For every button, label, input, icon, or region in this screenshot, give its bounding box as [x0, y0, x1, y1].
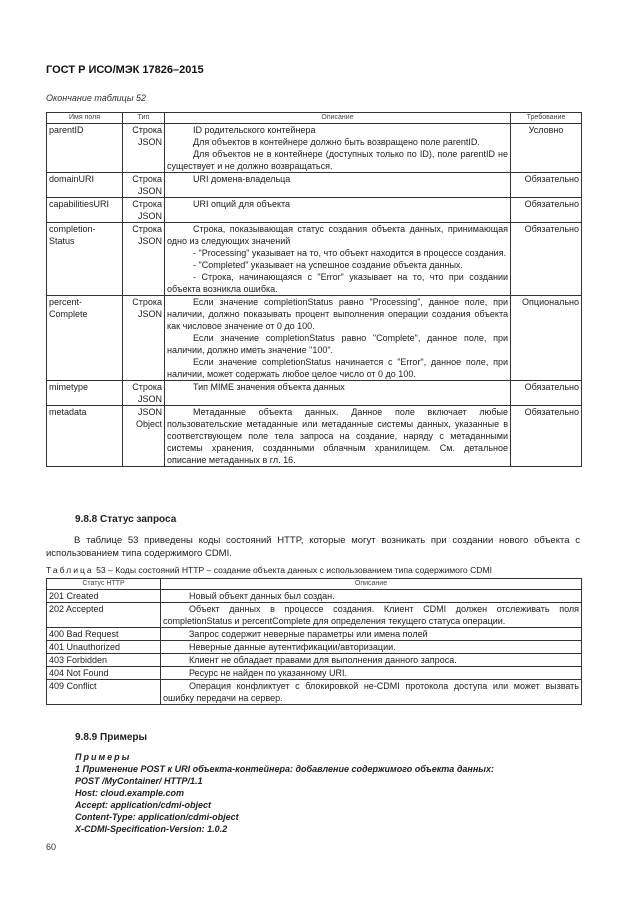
- description-text: Запрос содержит неверные параметры или имена полей: [189, 629, 428, 639]
- table-continuation-label: Окончание таблицы 52: [46, 93, 146, 103]
- table-header-row: [47, 579, 582, 590]
- description-cell: [161, 628, 582, 641]
- table-row: [47, 603, 582, 628]
- field-name-cell: [47, 381, 123, 406]
- field-name: completion-: [49, 224, 96, 234]
- column-header-field-name: Имя поля: [47, 113, 123, 124]
- column-header-http-status: Статус HTTP: [47, 579, 161, 590]
- field-name: domainURI: [49, 174, 95, 184]
- table-53: [46, 578, 582, 705]
- http-status-cell: 403 Forbidden: [47, 654, 161, 667]
- table-row: [47, 124, 582, 173]
- requirement-cell: Условно: [511, 124, 582, 173]
- description-cell: [161, 667, 582, 680]
- example-line: Content-Type: application/cdmi-object: [75, 812, 239, 822]
- field-name: Status: [49, 236, 75, 246]
- table-row: [47, 590, 582, 603]
- column-header-description: Описание: [165, 113, 511, 124]
- section-heading-9-8-9: 9.8.9 Примеры: [75, 732, 148, 743]
- table-header-row: [47, 113, 582, 124]
- column-header-requirement: Требование: [511, 113, 582, 124]
- description-cell: [165, 381, 511, 406]
- type-text: JSON: [137, 309, 162, 319]
- table-row: [47, 628, 582, 641]
- table-row: [47, 654, 582, 667]
- type-text: Строка: [132, 297, 162, 307]
- table-row: [47, 641, 582, 654]
- page-number: 60: [46, 842, 57, 852]
- column-header-description: Описание: [161, 579, 582, 590]
- description-paragraph: Строка, показывающая статус создания объекта данных, принимающая одно из следующих значений: [167, 224, 508, 246]
- description-cell: [165, 173, 511, 198]
- table-row: [47, 296, 582, 381]
- field-name: mimetype: [49, 382, 89, 392]
- examples-label: Примеры: [75, 752, 132, 762]
- examples-block: [75, 751, 494, 835]
- description-text: Ресурс не найден по указанному URI.: [189, 668, 348, 678]
- type-text: Строка: [132, 125, 162, 135]
- requirement-cell: Опционально: [511, 296, 582, 381]
- type-cell: [123, 296, 165, 381]
- requirement-cell: Обязательно: [511, 173, 582, 198]
- type-cell: [123, 223, 165, 296]
- type-cell: [123, 173, 165, 198]
- example-line: X-CDMI-Specification-Version: 1.0.2: [75, 824, 228, 834]
- field-name-cell: [47, 296, 123, 381]
- caption-text: 53 – Коды состояний HTTP – создание объекта данных с использованием типа содержимого CDMI: [93, 565, 493, 575]
- description-cell: [161, 641, 582, 654]
- example-line: POST /MyContainer/ HTTP/1.1: [75, 776, 203, 786]
- type-text: JSON: [137, 186, 162, 196]
- description-paragraph: - "Completed" указывает на успешное создание объекта данных.: [193, 260, 463, 270]
- description-cell: [165, 124, 511, 173]
- requirement-cell: Обязательно: [511, 198, 582, 223]
- field-name: Complete: [49, 309, 88, 319]
- http-status-cell: 401 Unauthorized: [47, 641, 161, 654]
- requirement-cell: Обязательно: [511, 223, 582, 296]
- document-title: ГОСТ Р ИСО/МЭК 17826–2015: [46, 64, 204, 76]
- http-status-cell: 202 Accepted: [47, 603, 161, 628]
- description-paragraph: URI опций для объекта: [193, 199, 291, 209]
- description-paragraph: Если значение completionStatus равно "Complete", данное поле, при наличии, должно иметь значение "100".: [167, 333, 508, 355]
- table-row: [47, 173, 582, 198]
- http-status-cell: 201 Created: [47, 590, 161, 603]
- description-paragraph: URI домена-владельца: [193, 174, 291, 184]
- description-paragraph: Для объектов в контейнере должно быть возвращено поле parentID.: [193, 137, 480, 147]
- field-name-cell: [47, 198, 123, 223]
- type-text: JSON: [137, 211, 162, 221]
- requirement-cell: Обязательно: [511, 381, 582, 406]
- field-name: parentID: [49, 125, 84, 135]
- table-row: [47, 406, 582, 467]
- example-line: Accept: application/cdmi-object: [75, 800, 212, 810]
- requirement-cell: Обязательно: [511, 406, 582, 467]
- table-row: [47, 667, 582, 680]
- type-cell: [123, 124, 165, 173]
- table-53-caption: [46, 565, 492, 575]
- http-status-cell: 404 Not Found: [47, 667, 161, 680]
- type-cell: [123, 406, 165, 467]
- description-paragraph: - Строка, начинающаяся с "Error" указывает на то, что при создании объекта возникла ошибка.: [167, 272, 508, 294]
- description-text: Операция конфликтует с блокировкой не-CDMI протокола доступа или может вызвать ошибку передачи на сервер.: [163, 681, 579, 703]
- table-52: [46, 112, 582, 467]
- type-text: Object: [135, 419, 162, 429]
- description-paragraph: ID родительского контейнера: [193, 125, 316, 135]
- description-cell: [161, 654, 582, 667]
- type-text: JSON: [137, 236, 162, 246]
- example-line: 1 Применение POST к URI объекта-контейнера: добавление содержимого объекта данных:: [75, 764, 494, 774]
- description-cell: [161, 603, 582, 628]
- http-status-cell: 409 Conflict: [47, 680, 161, 705]
- type-cell: [123, 198, 165, 223]
- column-header-type: Тип: [123, 113, 165, 124]
- field-name: metadata: [49, 407, 87, 417]
- description-paragraph: Для объектов не в контейнере (доступных только по ID), поле parentID не существует и не должно возвращаться.: [167, 149, 508, 171]
- description-cell: [161, 680, 582, 705]
- description-text: Объект данных в процессе создания. Клиент CDMI должен отслеживать поля completionStatus и percentComplete для определения текущего статуса операции.: [163, 604, 579, 626]
- description-paragraph: Тип MIME значения объекта данных: [193, 382, 345, 392]
- field-name: capabilitiesURI: [49, 199, 110, 209]
- table-row: [47, 381, 582, 406]
- table-row: [47, 223, 582, 296]
- description-cell: [165, 296, 511, 381]
- http-status-cell: 400 Bad Request: [47, 628, 161, 641]
- description-cell: [161, 590, 582, 603]
- field-name: percent-: [49, 297, 83, 307]
- description-text: Новый объект данных был создан.: [189, 591, 335, 601]
- description-paragraph: Если значение completionStatus равно "Processing", данное поле, при наличии, должно показывать процент выполнения операции создания объекта как числовое значение от 0 до 100.: [167, 297, 508, 331]
- field-name-cell: [47, 124, 123, 173]
- field-name-cell: [47, 406, 123, 467]
- section-heading-9-8-8: 9.8.8 Статус запроса: [75, 514, 177, 525]
- description-text: Неверные данные аутентификации/авторизации.: [189, 642, 396, 652]
- description-cell: [165, 223, 511, 296]
- description-paragraph: - "Processing" указывает на то, что объект находится в процессе создания.: [193, 248, 507, 258]
- table-row: [47, 198, 582, 223]
- description-cell: [165, 406, 511, 467]
- type-text: Строка: [132, 224, 162, 234]
- type-text: Строка: [132, 382, 162, 392]
- table-row: [47, 680, 582, 705]
- field-name-cell: [47, 173, 123, 198]
- type-text: Строка: [132, 174, 162, 184]
- type-text: Строка: [132, 199, 162, 209]
- type-text: JSON: [137, 137, 162, 147]
- example-line: Host: cloud.example.com: [75, 788, 185, 798]
- description-cell: [165, 198, 511, 223]
- description-paragraph: Если значение completionStatus начинается с "Error", данное поле, при наличии, может содержать любое целое число от 0 до 100.: [167, 357, 508, 379]
- caption-word: Таблица: [46, 565, 94, 575]
- type-text: JSON: [137, 407, 162, 417]
- type-text: JSON: [137, 394, 162, 404]
- description-paragraph: Метаданные объекта данных. Данное поле включает любые пользовательские метаданные или метаданные системы данных, указанные в соответствующем поле тела запроса на создание, наряду с метаданными системы хранения, созданными облачным хранилищем. См. детальное описание метаданных в гл. 16.: [167, 407, 508, 465]
- section-paragraph: В таблице 53 приведены коды состояний HTTP, которые могут возникать при создании нового объекта с использованием типа содержимого CDMI.: [46, 535, 580, 559]
- field-name-cell: [47, 223, 123, 296]
- description-text: Клиент не обладает правами для выполнения данного запроса.: [189, 655, 457, 665]
- type-cell: [123, 381, 165, 406]
